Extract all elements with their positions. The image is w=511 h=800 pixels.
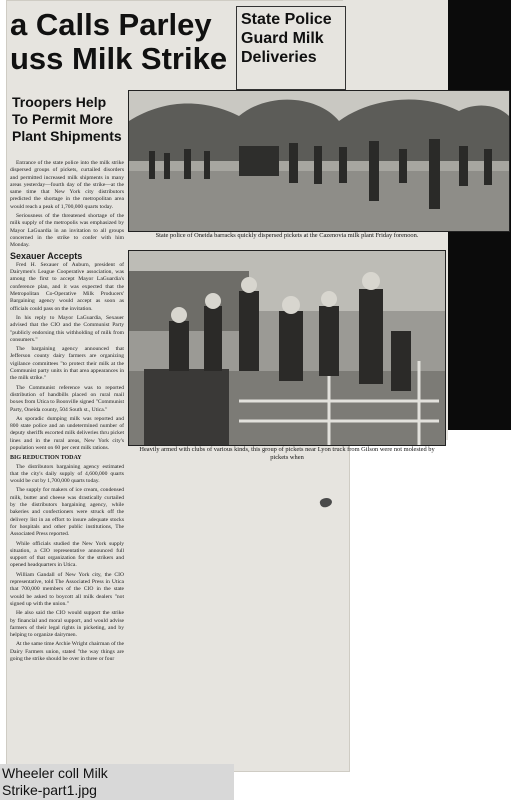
filename-line-2: Strike-part1.jpg	[2, 782, 97, 798]
article-paragraph: The distributors bargaining agency estimated that the city's daily supply of 4,600,000 quarts would be cut by 1,700,000 quarts today.	[10, 463, 124, 485]
photo-state-police-road	[128, 90, 510, 232]
side-headline-line-2: Guard Milk	[241, 30, 324, 47]
article-paragraph: William Gandall of New York city, the CIO representative, told The Associated Press in Utica that 700,000 members of the CIO in the state would be asked to boycott all milk dealers "not signed up with the union."	[10, 571, 124, 607]
article-paragraph: He also said the CIO would support the strike by financial and moral support, and would advise farmers of their legal rights in picketing, and by helping to organize dairymen.	[10, 610, 124, 639]
subhead-line-2: To Permit More	[12, 111, 113, 127]
article-paragraph: The bargaining agency announced that Jefferson county dairy farmers are organizing vigilance committees "to protect their milk at the Communist party units in that area appearances in the milk strike."	[10, 346, 124, 382]
filename-label	[0, 764, 234, 800]
headline	[10, 8, 236, 76]
article-paragraph: In his reply to Mayor LaGuardia, Sexauer advised that the CIO and the Communist Party "publicly endorsing this withholding of milk from consumers."	[10, 314, 124, 343]
article-paragraph: Entrance of the state police into the milk strike dispersed groups of pickets, curtailed disorders and permitted increased milk shipments in many areas yesterday—fourth day of the strike—at the same time that New York city distributors predicted the shortage in the metropolitan area would reach a peak of 1,700,000 quarts today.	[10, 160, 124, 210]
article-paragraph: Fred H. Sexauer of Auburn, president of Dairymen's League Cooperative association, was among the first to accept Mayor LaGuardia's conference plan, and it was expected that the Metropolitan Co-Operative Milk Producers' Bargaining agency would accept as soon as officials could pass on the invitation.	[10, 261, 124, 312]
article-paragraph: While officials studied the New York supply situation, a CIO representative announced full support of that organization for the strikers and opened headquarters in Utica.	[10, 540, 124, 569]
photo-caption: State police of Oneida barracks quickly dispersed pickets at the Cazenovia milk plant Friday forenoon.	[155, 232, 419, 239]
side-headline-line-3: Deliveries	[241, 49, 317, 66]
side-headline-box	[236, 6, 346, 90]
subhead-line-3: Plant Shipments	[12, 128, 122, 144]
article-paragraph: Seriousness of the threatened shortage of the milk supply of the metropolis was emphasized by Mayor LaGuardia in an invitation to all groups concerned in the strike to confer with him Monday.	[10, 213, 124, 249]
photo-caption: Heavily armed with clubs of various kinds, this group of pickets near Lyon truck from Gilson were not molested by pickets when	[139, 446, 435, 461]
headline-line-2: uss Milk Strike	[10, 41, 228, 76]
article-paragraph: As sporadic dumping milk was reported and 800 state police and an undetermined number of deputy sheriffs escorted milk deliveries thru picket lines and in the rural areas, New York city's population went on 60 per cent milk rations.	[10, 415, 124, 451]
article-section-heading: BIG REDUCTION TODAY	[10, 455, 82, 462]
headline-line-1: a Calls Parley	[10, 7, 212, 42]
article-section-heading: Sexauer Accepts	[10, 250, 83, 261]
side-headline-line-1: State Police	[241, 11, 332, 28]
article-paragraph: The supply for makers of ice cream, condensed milk, butter and cheese was drastically curtailed by the distributors bargaining agency, while bakeries and confectioners were struck off the delivery list in an effort to insure adequate stocks for hospitals and other public institutions, The Associated Press reported.	[10, 487, 124, 538]
subheadline	[12, 94, 122, 145]
article-column	[10, 160, 124, 760]
article-paragraph: The Communist reference was to reported distribution of handbills placed on rural mail boxes from Utica to Boonville signed "Communist Party, Oneida county, 504 South st., Utica."	[10, 384, 124, 413]
filename-line-1: Wheeler coll Milk	[2, 765, 108, 781]
subhead-line-1: Troopers Help	[12, 94, 107, 110]
article-paragraph: At the same time Archie Wright chairman of the Dairy Farmers union, stated "the way things are going the strike should be over in three or four	[10, 641, 124, 662]
photo-armed-pickets	[128, 250, 446, 446]
